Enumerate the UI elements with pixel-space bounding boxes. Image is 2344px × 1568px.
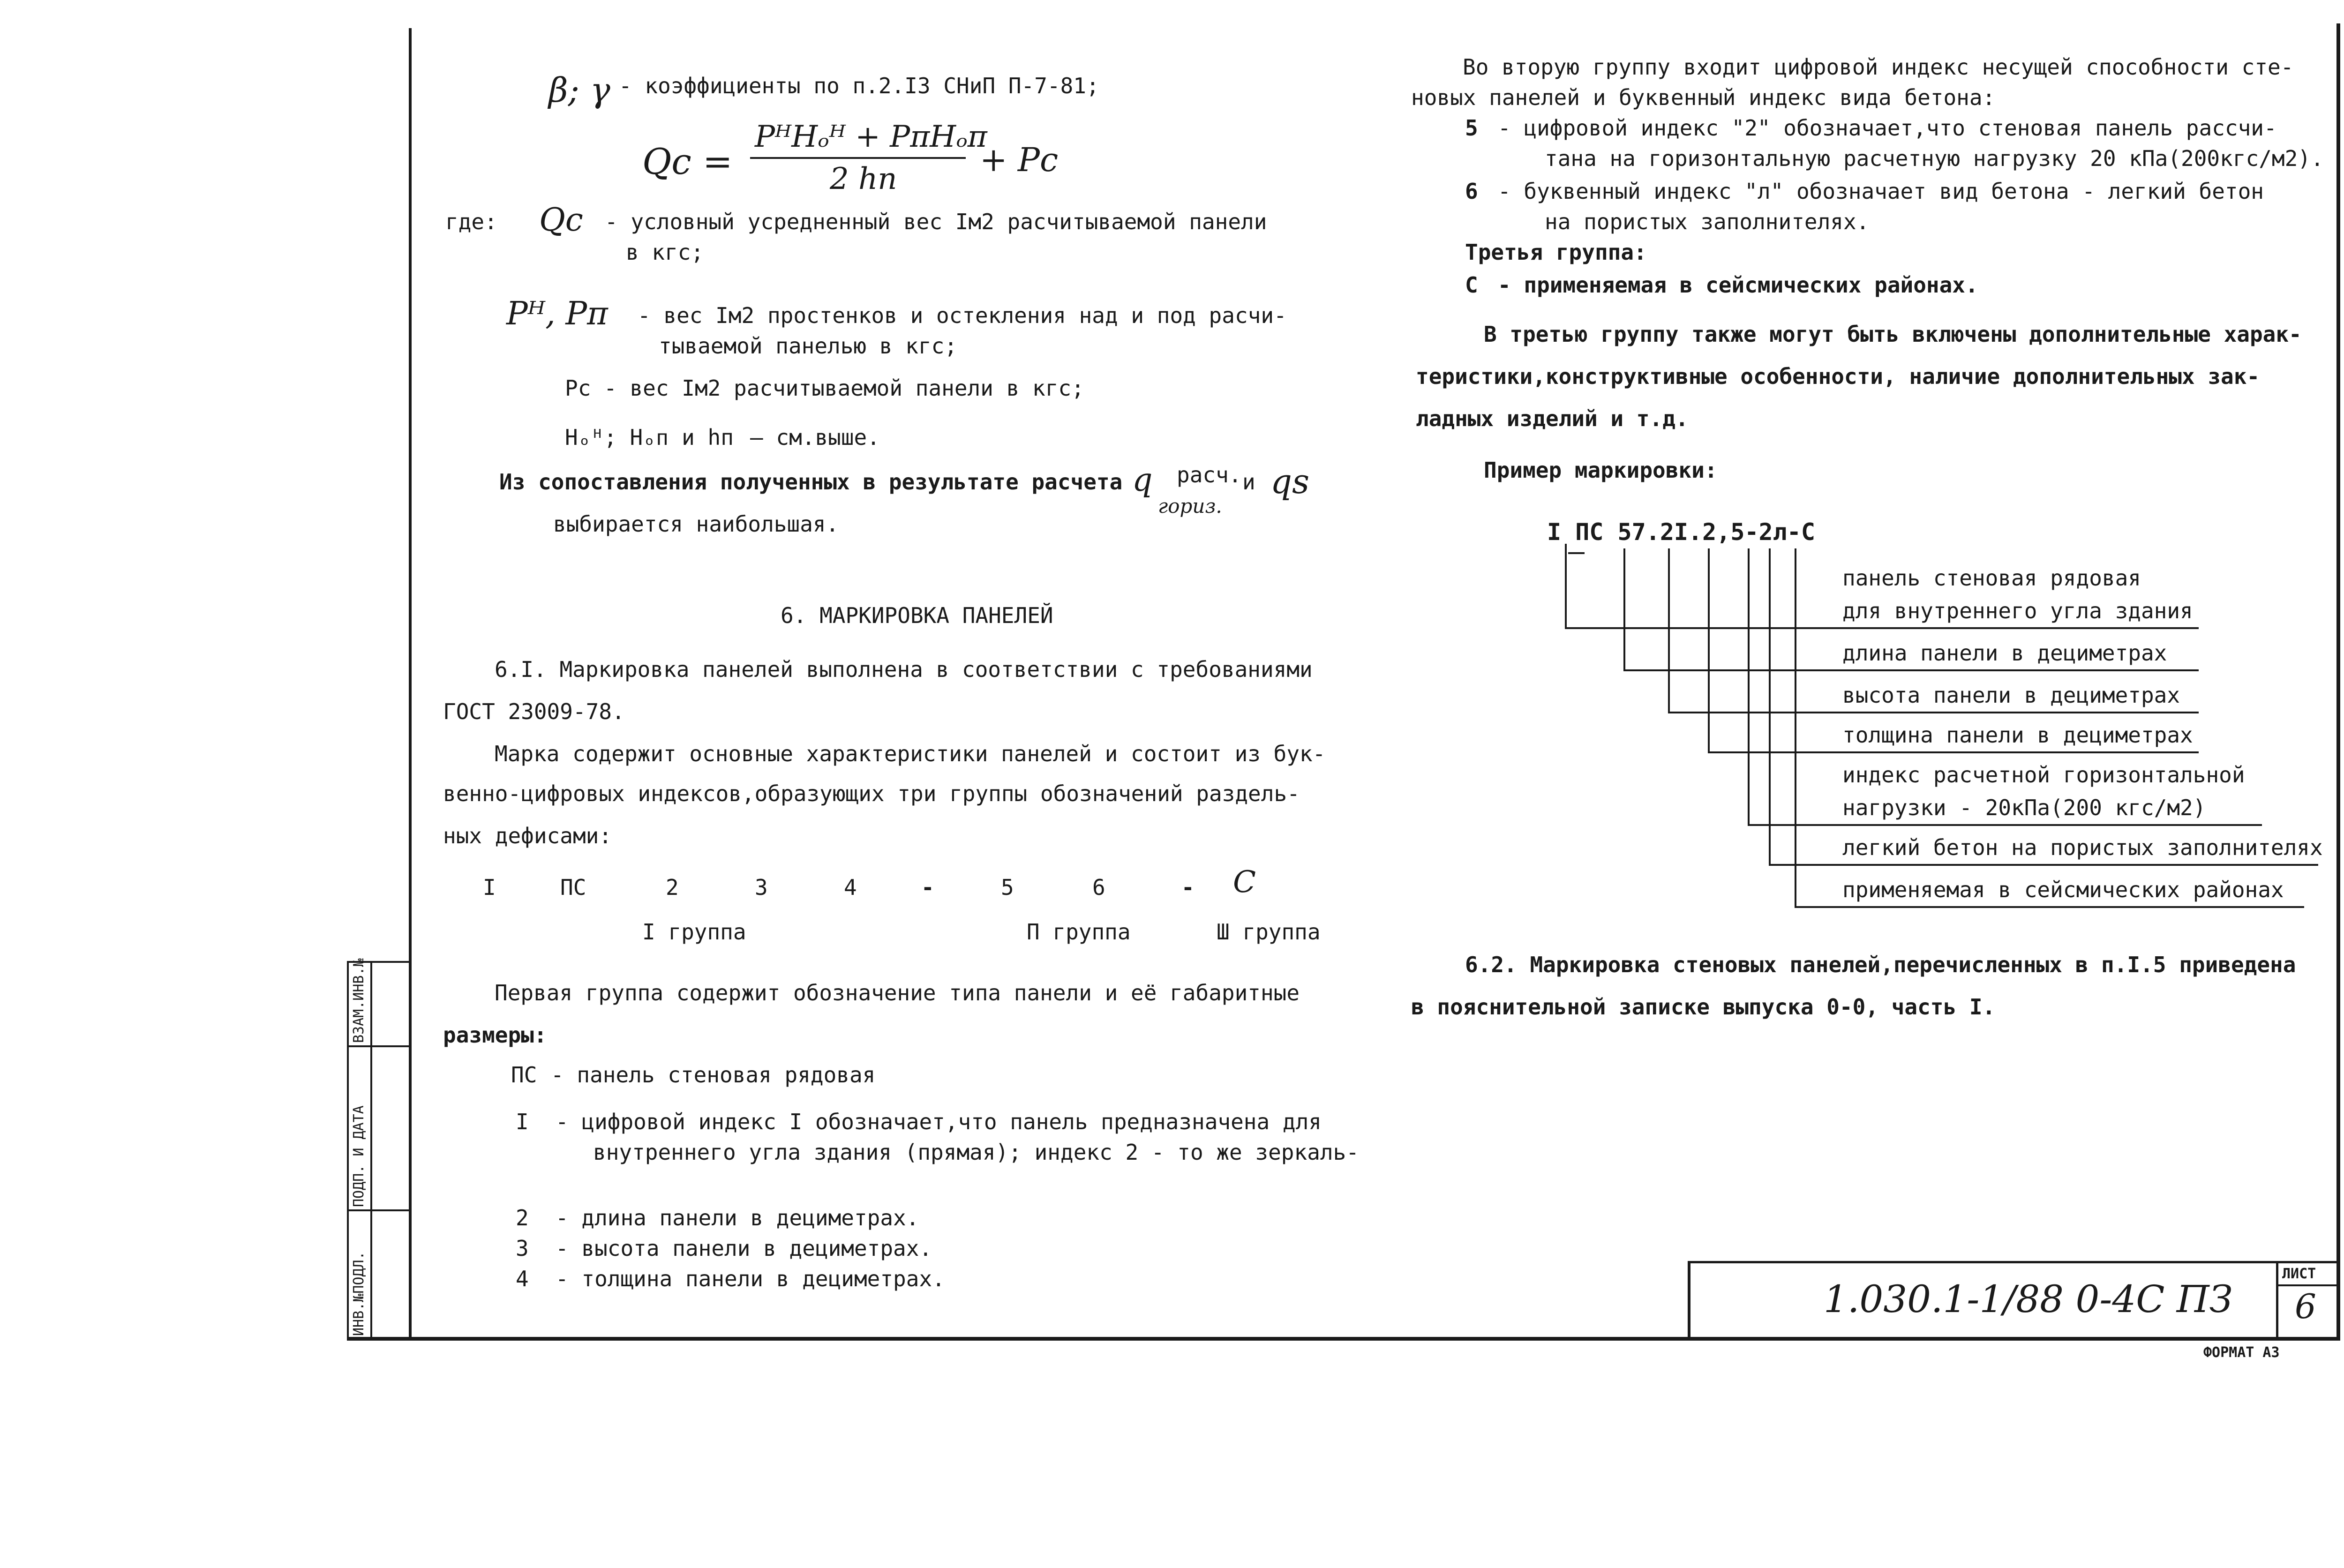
list-text-4: - толщина панели в дециметрах. (556, 1266, 945, 1291)
scheme-dash-2: - (1181, 875, 1195, 900)
itemC-key: С (1465, 272, 1478, 298)
g2-item-2: 6 (1092, 875, 1105, 900)
stamp-sign-date: ПОДП. И ДАТА (351, 1105, 367, 1207)
p-mark-line-2: венно-цифровых индексов,образующих три группы обозначений раздель- (443, 781, 1300, 806)
p-mark-line-1: Марка содержит основные характеристики панелей и состоит из бук- (495, 741, 1326, 766)
list-text-3: - высота панели в дециметрах. (556, 1236, 932, 1261)
pc-line: Pc - вес Iм2 расчитываемой панели в кгс; (565, 375, 1084, 401)
example-title: Пример маркировки: (1484, 458, 1718, 483)
compare-line-1: Из сопоставления полученных в результате расчета (499, 469, 1123, 495)
list-key-1: I (516, 1109, 529, 1134)
compare-line-2: выбирается наибольшая. (553, 511, 839, 537)
third-group-title: Третья группа: (1465, 240, 1647, 265)
itemC-text: - применяемая в сейсмических районах. (1498, 272, 1978, 298)
first-group-line-2: размеры: (443, 1022, 547, 1048)
legend-8: легкий бетон на пористых заполнителях (1842, 835, 2323, 860)
p62-line-1: 6.2. Маркировка стеновых панелей,перечисленных в п.I.5 приведена (1465, 952, 2296, 977)
legend-9: применяемая в сейсмических районах (1842, 877, 2284, 902)
g1-item-5: 4 (844, 875, 857, 900)
g2-label: П группа (1027, 919, 1131, 945)
legend-7: нагрузки - 20кПа(200 кгс/м2) (1842, 795, 2206, 820)
formula-tail: + Pc (980, 141, 1059, 179)
pp-symbol: Pᴴ, Pᴨ (506, 295, 608, 332)
list-key-ps: ПС (511, 1062, 537, 1088)
list-key-4: 4 (516, 1266, 529, 1291)
coef-symbols: β; γ (548, 70, 610, 110)
p61-line-2: ГОСТ 23009-78. (443, 699, 625, 724)
list-text-1: - цифровой индекс I обозначает,что панель предназначена для (556, 1109, 1322, 1134)
item6-line-1: - буквенный индекс "л" обозначает вид бетона - легкий бетон (1498, 179, 2264, 204)
stamp-inv-no: ИНВ.№ПОДЛ. (351, 1251, 367, 1336)
coef-text: - коэффициенты по п.2.I3 СНиП П-7-81; (619, 73, 1099, 98)
g3-label: Ш группа (1217, 919, 1321, 945)
g1-item-3: 2 (666, 875, 679, 900)
q-calc-sup: расч. (1177, 462, 1242, 488)
qc-def-1: - условный усредненный вес Iм2 расчитываемой панели (605, 209, 1267, 234)
g3-item-1: С (1233, 865, 1256, 900)
g1-item-2: ПС (560, 875, 586, 900)
legend-2: для внутреннего угла здания (1842, 598, 2193, 623)
list-text-ps: - панель стеновая рядовая (551, 1062, 876, 1088)
example-mark: I ПС 57.2I.2,5-2л-С (1547, 518, 1815, 546)
item6-key: 6 (1465, 179, 1478, 204)
section-title: 6. МАРКИРОВКА ПАНЕЛЕЙ (781, 603, 1053, 628)
g1-label: I группа (642, 919, 746, 945)
doc-code: 1.030.1-1/88 0-4С ПЗ (1824, 1277, 2233, 1321)
g1-item-4: 3 (755, 875, 768, 900)
item5-key: 5 (1465, 115, 1478, 141)
and-word: и (1242, 469, 1255, 495)
legend-1: панель стеновая рядовая (1842, 565, 2141, 591)
p61-line-1: 6.I. Маркировка панелей выполнена в соответствии с требованиями (495, 657, 1313, 682)
stamp-replaced-inv: ВЗАМ.ИНВ.№ (351, 958, 367, 1043)
pp-def-1: - вес Iм2 простенков и остекления над и под расчи- (638, 303, 1287, 328)
second-group-line-2: новых панелей и буквенный индекс вида бетона: (1411, 85, 1996, 110)
third-note-line-2: теристики,конструктивные особенности, наличие дополнительных зак- (1416, 364, 2260, 389)
formula-denominator: 2 hп (830, 162, 897, 196)
legend-3: длина панели в дециметрах (1842, 640, 2167, 666)
formula-numerator: PᴴHₒᴴ + PᴨHₒᴨ (755, 120, 987, 154)
qc-symbol: Qc (539, 202, 583, 239)
list-key-2: 2 (516, 1205, 529, 1230)
item5-line-2: тана на горизонтальную расчетную нагрузку 20 кПа(200кгс/м2). (1545, 146, 2324, 171)
list-key-3: 3 (516, 1236, 529, 1261)
format-label: ФОРМАТ А3 (2203, 1344, 2280, 1361)
third-note-line-1: В третью группу также могут быть включены дополнительные харак- (1484, 322, 2302, 347)
sheet-label: ЛИСТ (2282, 1266, 2316, 1282)
scheme-dash-1: - (921, 875, 934, 900)
legend-5: толщина панели в дециметрах (1842, 722, 2193, 748)
qs-symbol: qs (1270, 462, 1310, 501)
q-calc-symbol: q (1132, 462, 1153, 499)
where-label: где: (445, 209, 497, 234)
q-calc-sub: гориз. (1158, 495, 1222, 518)
pp-def-2: тываемой панелью в кгс; (659, 333, 957, 359)
qc-def-2: в кгс; (626, 240, 704, 265)
first-group-line-1: Первая группа содержит обозначение типа панели и её габаритные (495, 980, 1300, 1005)
second-group-line-1: Во вторую группу входит цифровой индекс несущей способности сте- (1463, 54, 2294, 80)
p62-line-2: в пояснительной записке выпуска 0-0, часть I. (1411, 994, 1996, 1020)
g2-item-1: 5 (1001, 875, 1014, 900)
legend-6: индекс расчетной горизонтальной (1842, 762, 2245, 788)
legend-4: высота панели в дециметрах (1842, 683, 2180, 708)
h-line-symbols: Hₒᴴ; Hₒᴨ и hп (565, 425, 734, 450)
list-text-2: - длина панели в дециметрах. (556, 1205, 919, 1230)
p-mark-line-3: ных дефисами: (443, 823, 612, 848)
g1-item-1: I (483, 875, 496, 900)
sheet-number: 6 (2295, 1287, 2316, 1326)
formula-lhs: Qc = (642, 141, 733, 182)
list-text-1b: внутреннего угла здания (прямая); индекс 2 - то же зеркаль- (593, 1140, 1359, 1165)
h-line-def: — см.выше. (750, 425, 880, 450)
item6-line-2: на пористых заполнителях. (1545, 209, 1870, 234)
third-note-line-3: ладных изделий и т.д. (1416, 406, 1689, 431)
item5-line-1: - цифровой индекс "2" обозначает,что стеновая панель рассчи- (1498, 115, 2277, 141)
